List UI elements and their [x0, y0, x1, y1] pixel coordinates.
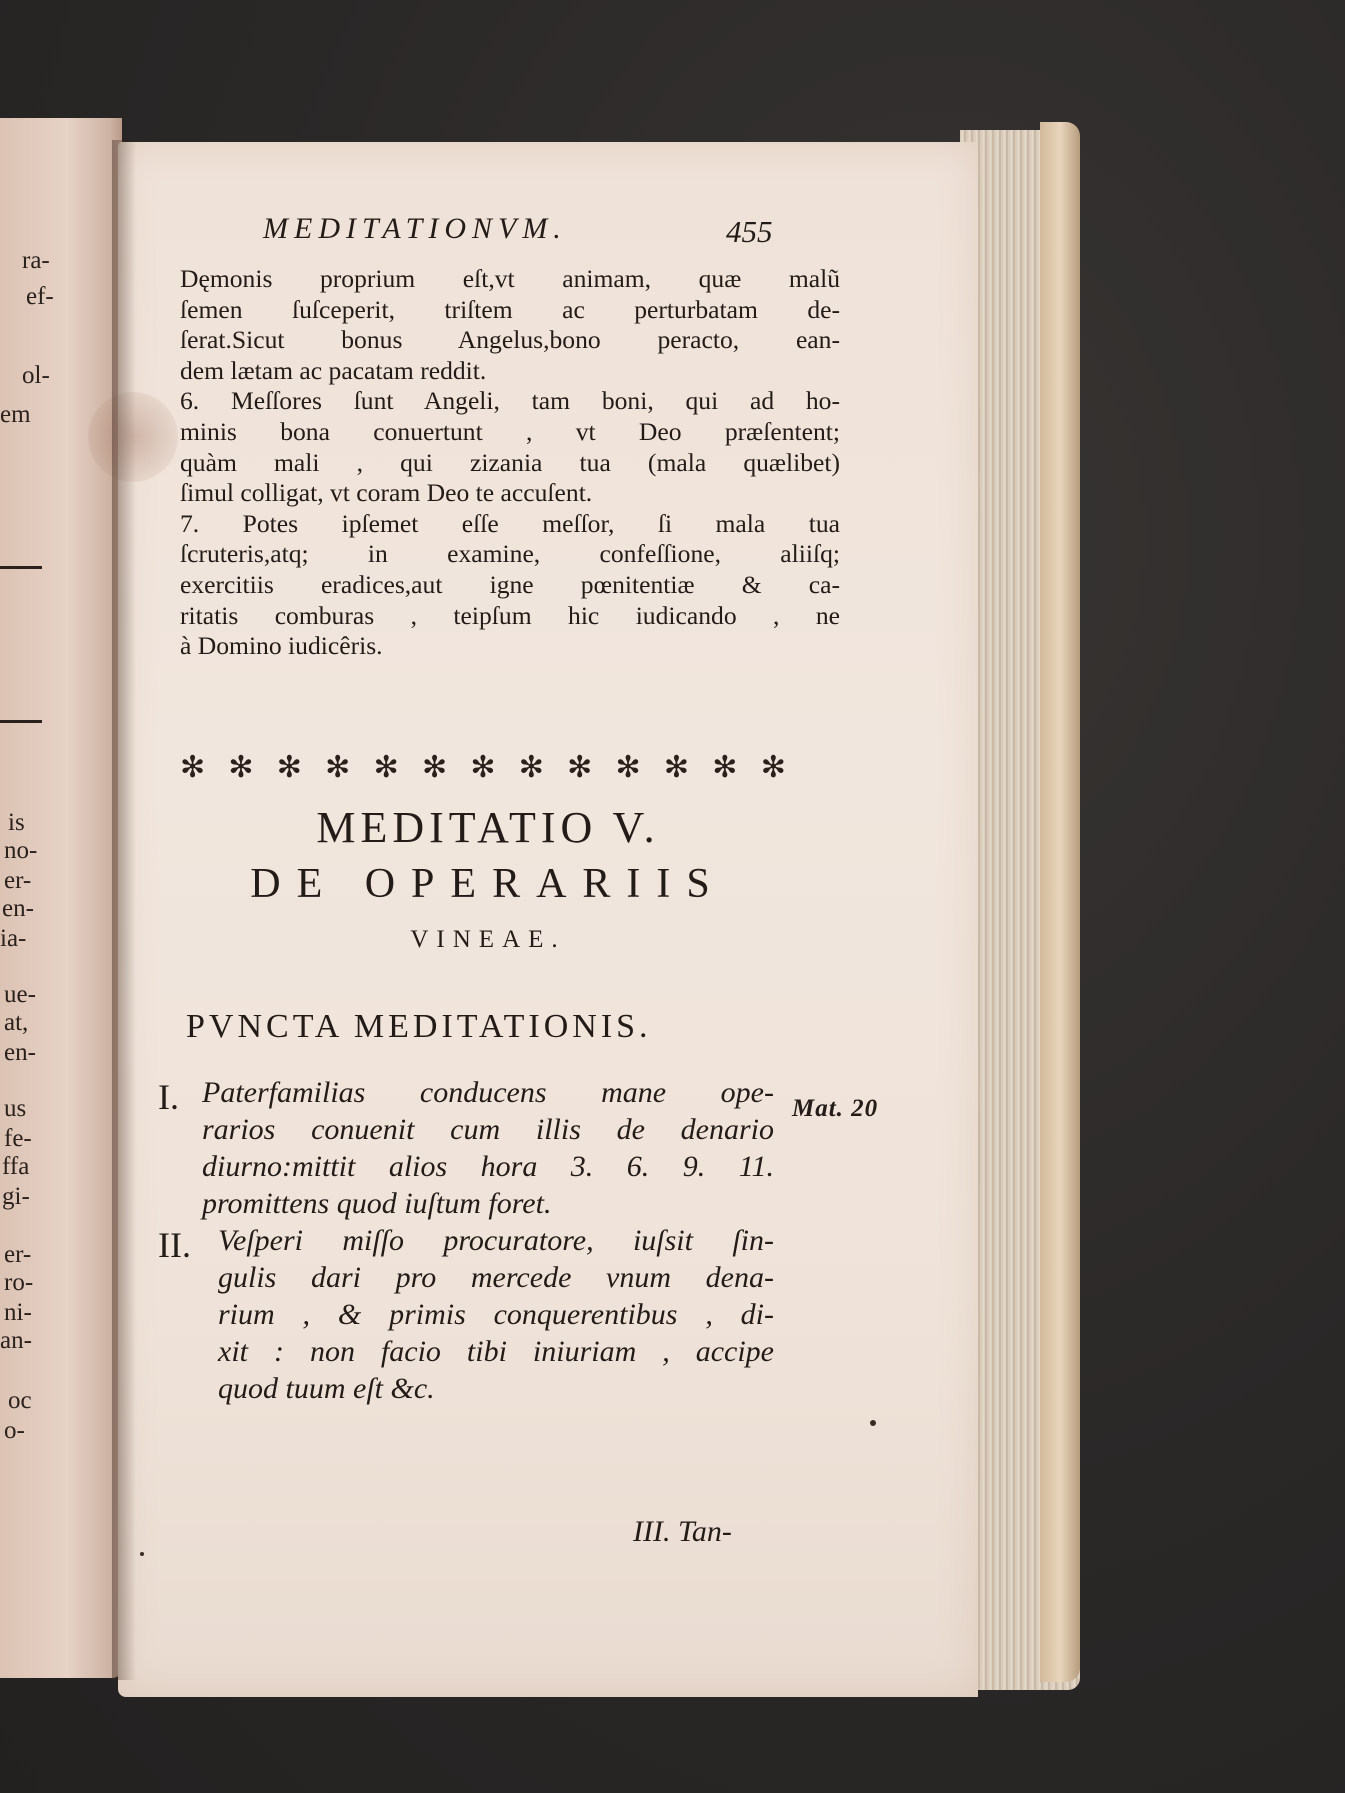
ornament-glyph-icon: ✻ — [325, 750, 351, 785]
meditation-heading: MEDITATIO V. — [316, 803, 660, 852]
left-fragment: ia- — [0, 925, 27, 952]
meditation-subheading: DE OPERARIIS — [250, 861, 726, 907]
point-line: promittens quod iuſtum foret. — [202, 1187, 552, 1220]
left-fragment: o- — [4, 1417, 25, 1444]
left-fragment: is — [8, 809, 25, 836]
left-fragment: gi- — [2, 1183, 30, 1210]
ink-speck — [870, 1420, 876, 1426]
left-fragment: en- — [4, 1039, 36, 1066]
body-line: 7. Potes ipſemet eſſe meſſor, ſi mala tua — [180, 508, 840, 538]
left-fragment: em — [0, 401, 31, 428]
left-fragment: ffa — [2, 1153, 30, 1180]
body-line: exercitiis eradices,aut igne pœnitentiæ & ca- — [180, 569, 840, 599]
ornament-glyph-icon: ✻ — [712, 750, 738, 785]
left-rule — [0, 720, 42, 723]
ornament-glyph-icon: ✻ — [180, 750, 206, 785]
body-text — [180, 264, 840, 662]
ornament-glyph-icon: ✻ — [421, 750, 448, 785]
body-line: minis bona conuertunt , vt Deo præſentent; — [180, 416, 840, 446]
body-line: quàm mali , qui zizania tua (mala quælibet) — [180, 447, 840, 477]
ornament-glyph-icon: ✻ — [470, 750, 496, 785]
ornament-glyph-icon: ✻ — [760, 750, 786, 785]
gutter-shadow — [112, 140, 136, 1680]
point-text — [218, 1222, 774, 1407]
left-fragment: ni- — [4, 1299, 32, 1326]
left-fragment: ra- — [22, 247, 50, 274]
left-fragment: ro- — [4, 1269, 34, 1296]
left-fragment: oc — [8, 1387, 32, 1414]
body-line: ſemen ſuſceperit, triſtem ac perturbatam de- — [180, 294, 840, 324]
ornament-glyph-icon: ✻ — [228, 750, 254, 785]
point-line: xit : non facio tibi iniuriam , accipe — [218, 1335, 774, 1368]
ornament-glyph-icon: ✻ — [567, 750, 593, 785]
point-line: Paterfamilias conducens mane ope- — [202, 1076, 774, 1109]
body-line: ſerat.Sicut bonus Angelus,bono peracto, ean- — [180, 325, 840, 355]
ornament-glyph-icon: ✻ — [373, 750, 399, 785]
point-text — [202, 1074, 774, 1222]
body-line: dem lætam ac pacatam reddit. — [180, 355, 487, 385]
page-number: 455 — [726, 214, 773, 249]
margin-note: Mat. 20 — [792, 1095, 879, 1122]
left-rule — [0, 566, 42, 569]
ornament-glyph-icon: ✻ — [276, 750, 302, 785]
point-line: diurno:mittit alios hora 3. 6. 9. 11. — [202, 1150, 774, 1183]
body-line: ritatis comburas , teipſum hic iudicando , ne — [180, 600, 840, 630]
book-cover-edge — [1040, 122, 1080, 1682]
left-fragment: at, — [4, 1009, 29, 1036]
point-line: rium , & primis conquerentibus , di- — [218, 1298, 774, 1331]
point-numeral: II. — [158, 1225, 191, 1265]
ornament-glyph-icon: ✻ — [518, 750, 544, 785]
meditation-subheading-2: VINEAE. — [410, 926, 566, 953]
ornament-glyph-icon: ✻ — [663, 750, 690, 785]
body-line: Dęmonis proprium eſt,vt animam, quæ malũ — [180, 264, 840, 293]
point-line: quod tuum eſt &c. — [218, 1372, 435, 1405]
ink-speck — [140, 1552, 144, 1556]
puncta-heading: PVNCTA MEDITATIONIS. — [186, 1008, 652, 1045]
left-facing-page — [0, 118, 122, 1678]
body-line: à Domino iudicêris. — [180, 631, 383, 661]
body-line: ſcruteris,atq; in examine, confeſſione, aliiſq; — [180, 539, 840, 569]
left-fragment: ue- — [4, 981, 36, 1008]
point-numeral: I. — [158, 1077, 179, 1117]
left-fragment: ol- — [22, 362, 50, 389]
left-fragment: er- — [4, 1241, 32, 1268]
page-content — [118, 142, 978, 1697]
ornament-border — [180, 747, 786, 789]
left-fragment: an- — [0, 1327, 32, 1354]
body-line: ſimul colligat, vt coram Deo te accuſent. — [180, 478, 593, 508]
book-page — [118, 142, 978, 1697]
point-line: Veſperi miſſo procuratore, iuſsit ſin- — [218, 1224, 774, 1257]
left-fragment: er- — [4, 867, 32, 894]
left-fragment: us — [4, 1095, 27, 1122]
left-fragment: fe- — [4, 1125, 32, 1152]
left-fragment: no- — [4, 837, 38, 864]
point-line: rarios conuenit cum illis de denario — [202, 1113, 774, 1146]
point-line: gulis dari pro mercede vnum dena- — [218, 1261, 774, 1294]
left-fragment: ef- — [26, 283, 54, 310]
body-line: 6. Meſſores ſunt Angeli, tam boni, qui ad ho- — [180, 386, 840, 416]
ornament-glyph-icon: ✻ — [615, 750, 641, 785]
left-fragment: en- — [2, 895, 34, 922]
catchword: III. Tan- — [633, 1515, 732, 1548]
running-head: MEDITATIONVM. — [263, 212, 567, 245]
